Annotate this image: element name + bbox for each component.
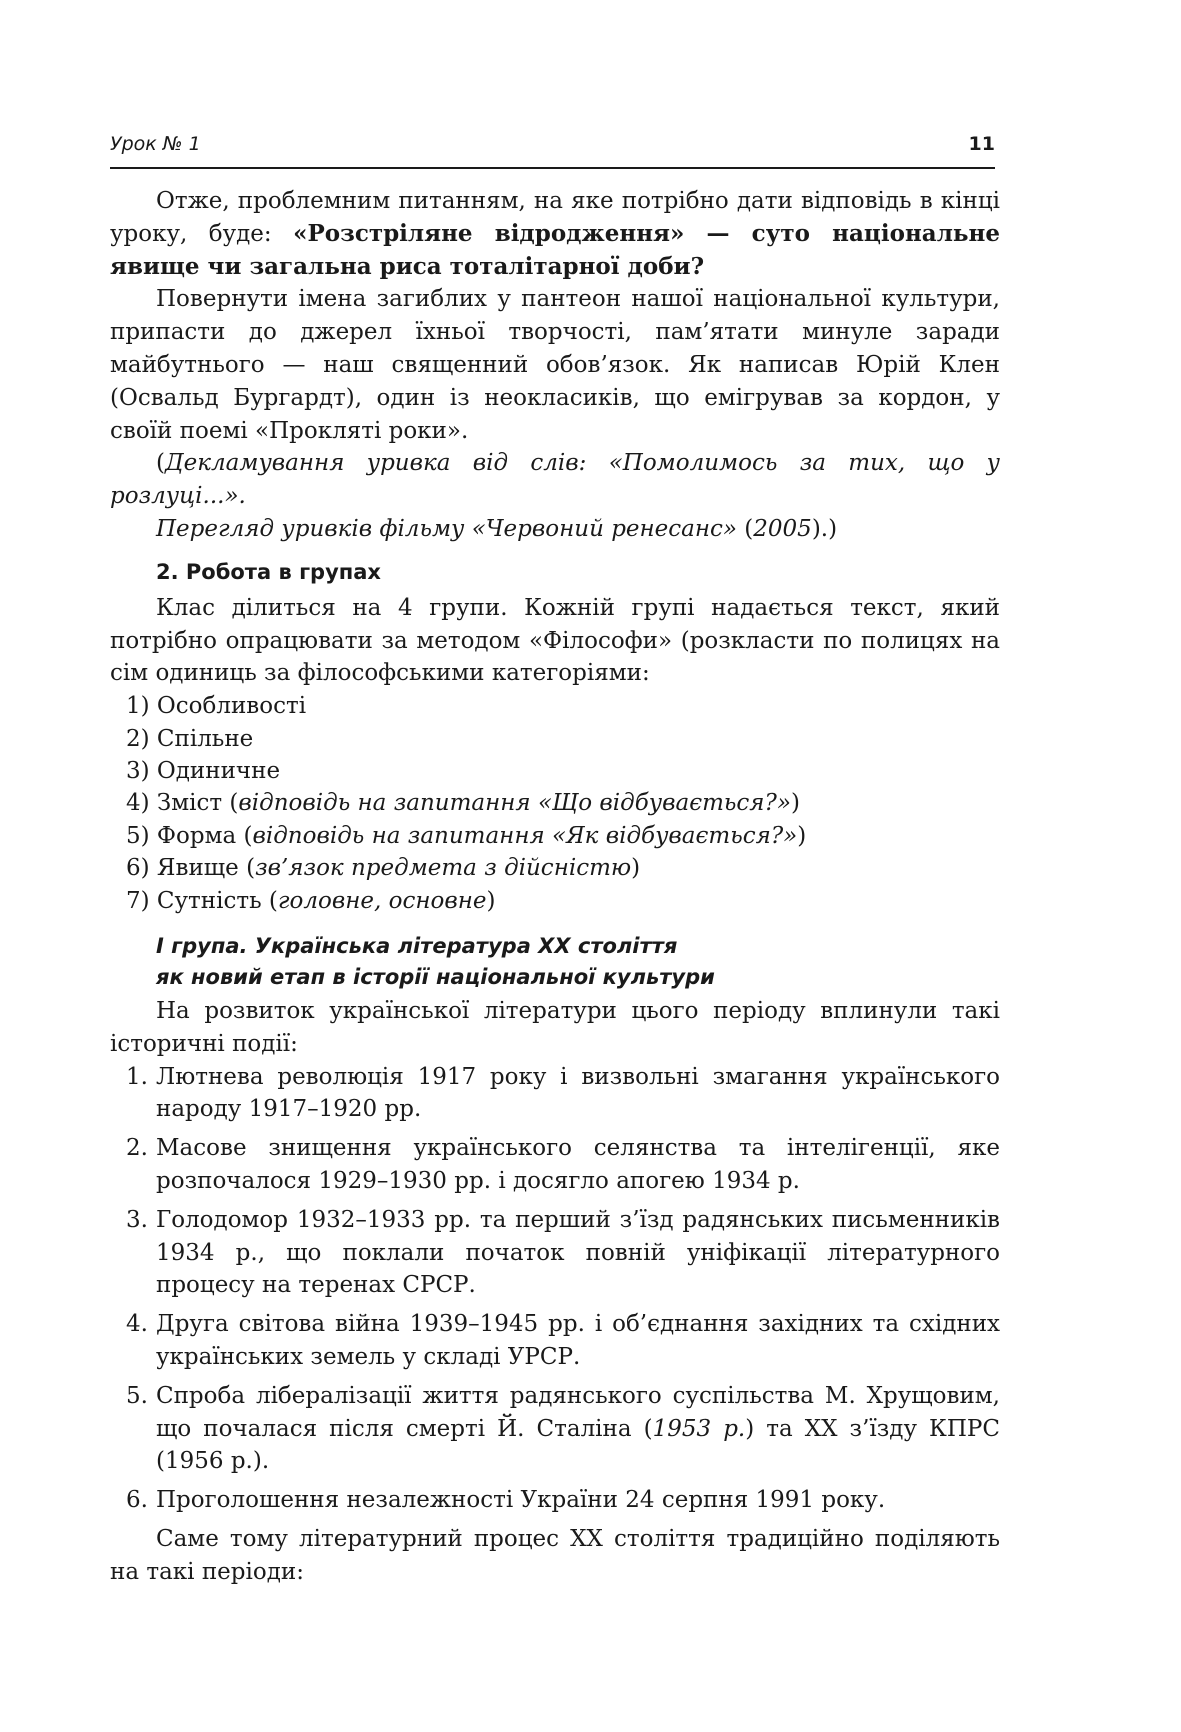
paren-close: ): [631, 855, 641, 882]
item-text: Голодомор 1932–1933 рр. та перший з’їзд радянських письменників 1934 р., що поклали початок повній уніфікації літературного процесу на теренах СРСР.: [156, 1206, 1000, 1299]
category-label: 7) Сутність (: [126, 887, 278, 914]
group-title: [156, 931, 1000, 993]
paragraph-groups: Клас ділиться на 4 групи. Кожній групі надається текст, який потрібно опрацювати за методом «Філософи» (розкласти по полицях на сім одиниць за філософськими категоріями:: [110, 594, 1000, 687]
recitation-note: Декламування уривка від слів: «Помолимось за тих, що у розлуці...».: [110, 450, 1000, 510]
paragraph-problem-question: [110, 185, 1000, 283]
item-text: Масове знищення українського селянства та інтелігенції, яке розпочалося 1929–1930 рр. і досягло апогею 1934 р.: [156, 1135, 1000, 1194]
item-italic-year: 1953 р.: [652, 1415, 746, 1442]
item-number: 2.: [126, 1135, 148, 1162]
list-item: [110, 1061, 1000, 1127]
paren-close: ): [797, 822, 807, 849]
category-label: 2) Спільне: [126, 725, 254, 752]
category-note: головне, основне: [277, 887, 487, 914]
item-number: 4.: [126, 1311, 148, 1338]
category-note: відповідь на запитання «Як відбувається?»: [252, 822, 798, 849]
problem-question-bold: «Розстріляне відродження» — суто національне явище чи загальна риса тоталітарної доби?: [110, 219, 1000, 280]
header-rule: [110, 167, 995, 169]
categories-list: [110, 690, 1000, 917]
item-text: Друга світова війна 1939–1945 рр. і об’єднання західних та східних українських земель у складі УРСР.: [156, 1311, 1000, 1370]
category-label: 1) Особливості: [126, 693, 307, 720]
category-label: 6) Явище (: [126, 855, 256, 882]
category-note: зв’язок предмета з дійсністю: [255, 855, 632, 882]
list-item: [110, 852, 1000, 884]
group-title-line: І група. Українська література ХХ століття: [156, 934, 678, 958]
paren-close: ): [486, 887, 496, 914]
item-number: 5.: [126, 1382, 148, 1409]
list-item: [110, 690, 1000, 722]
group-title-line: як новий етап в історії національної культури: [156, 965, 715, 989]
section-title: 2. Робота в групах: [156, 559, 381, 584]
item-number: 1.: [126, 1063, 148, 1090]
paragraph-recitation: [110, 447, 1000, 513]
paragraph-events-intro: На розвиток української літератури цього періоду вплинули такі історичні події:: [110, 998, 1000, 1057]
paren-close: ): [790, 790, 800, 817]
list-item: [110, 1484, 1000, 1517]
category-label: 3) Одиничне: [126, 757, 281, 784]
paren-close: ).): [811, 515, 838, 542]
item-text: Лютнева революція 1917 року і визвольні змагання українського народу 1917–1920 рр.: [156, 1063, 1000, 1123]
item-text-tail: ) та ХХ з’їзду КПРС (1956 р.).: [156, 1415, 1000, 1475]
list-item: [110, 1204, 1000, 1302]
paren-open: (: [156, 450, 165, 477]
page-body: [110, 185, 1000, 1589]
category-note: відповідь на запитання «Що відбувається?»: [238, 790, 791, 817]
lesson-label: Урок № 1: [110, 133, 201, 155]
list-item: [110, 820, 1000, 852]
list-item: [110, 755, 1000, 787]
item-number: 3.: [126, 1206, 148, 1233]
list-item: [110, 723, 1000, 755]
paragraph-film: [110, 513, 1000, 546]
paragraph-periods: Саме тому літературний процес ХХ століття традиційно поділяють на такі періоди:: [110, 1525, 1000, 1585]
film-year: 2005: [753, 515, 812, 542]
paren-open: (: [744, 515, 754, 542]
list-item: [110, 885, 1000, 917]
item-text: Спроба лібералізації життя радянського суспільства М. Хрущовим, що почалася після смерті Й. Сталіна (: [156, 1382, 1000, 1442]
list-item: [110, 787, 1000, 819]
item-text: Проголошення незалежності України 24 серпня 1991 року.: [156, 1487, 886, 1514]
list-item: [110, 1132, 1000, 1198]
film-note: Перегляд уривків фільму «Червоний ренесанс»: [156, 515, 745, 542]
paragraph-text: Отже, проблемним питанням, на яке потрібно дати відповідь в кінці уроку, буде:: [110, 188, 1000, 247]
category-label: 5) Форма (: [126, 822, 253, 849]
category-label: 4) Зміст (: [126, 790, 239, 817]
events-list: [110, 1061, 1000, 1517]
item-number: 6.: [126, 1487, 148, 1514]
page-number: 11: [968, 133, 995, 155]
paragraph-names: Повернути імена загиблих у пантеон нашої національної культури, припасти до джерел їхньої творчості, пам’ятати минуле заради майбутнього — наш священний обов’язок. Як написав Юрій Клен (Освальд Бургардт), один із неокласиків, що емігрував за кордон, у своїй поемі «Прокляті роки».: [110, 286, 1000, 444]
list-item: [110, 1380, 1000, 1478]
list-item: [110, 1308, 1000, 1374]
running-header: [110, 133, 995, 169]
